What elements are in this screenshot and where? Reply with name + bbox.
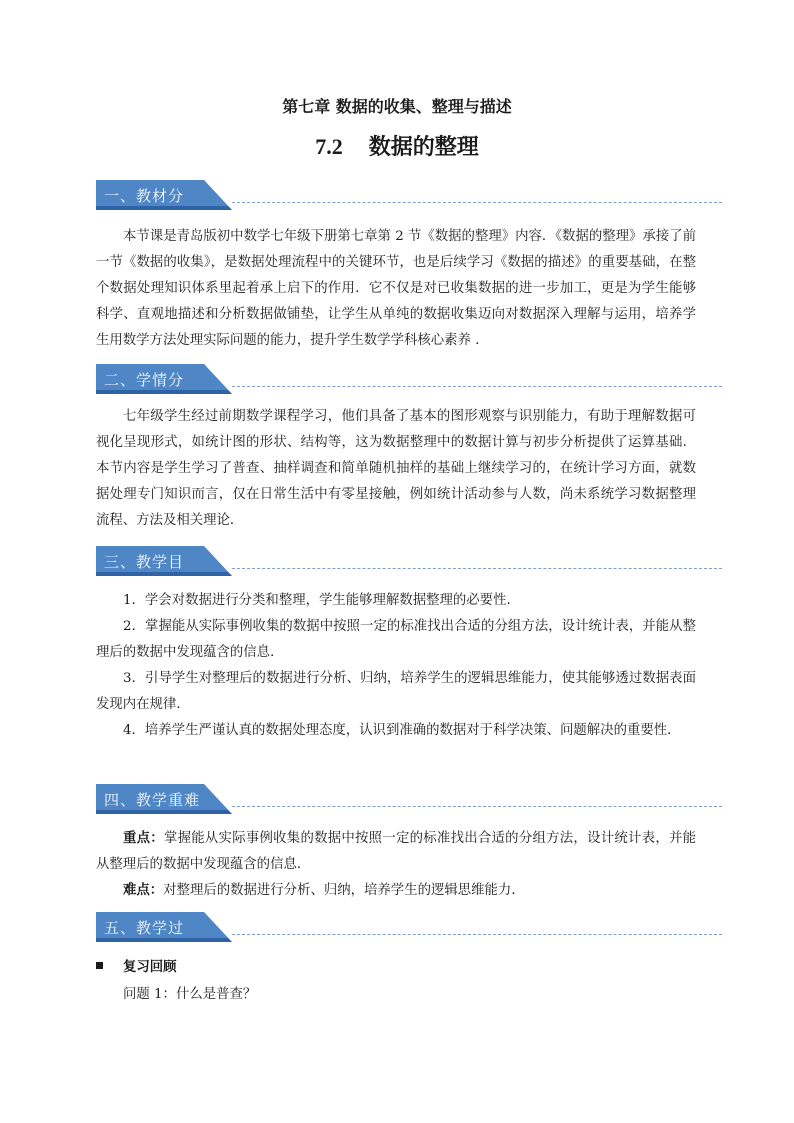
section-divider (232, 386, 722, 387)
lesson-name: 数据的整理 (368, 135, 479, 160)
key-point-text: 掌握能从实际事例收集的数据中按照一定的标准找出合适的分组方法，设计统计表，并能从整理后的数据中发现蕴含的信息． (96, 831, 697, 872)
objective-item: 2．掌握能从实际事例收集的数据中按照一定的标准找出合适的分组方法，设计统计表，并能从整理后的数据中发现蕴含的信息． (96, 619, 696, 660)
section-label: 四、教学重难 (104, 791, 201, 809)
objective-item: 3．引导学生对整理后的数据进行分析、归纳，培养学生的逻辑思维能力，使其能够透过数据表面发现内在规律． (96, 671, 696, 712)
square-bullet-icon (96, 962, 103, 969)
chapter-title: 第七章 数据的收集、整理与描述 (282, 97, 512, 116)
section-label: 五、教学过 (104, 919, 185, 937)
difficulty-label: 难点： (123, 883, 164, 898)
objective-item: 4．培养学生严谨认真的数据处理态度，认识到准确的数据对于科学决策、问题解决的重要性． (123, 723, 681, 738)
lesson-number: 7.2 (315, 134, 343, 159)
section-4-body (96, 826, 696, 904)
section-divider (232, 934, 722, 935)
key-point (96, 826, 696, 878)
section-tab (96, 364, 232, 394)
review-heading: 复习回顾 (123, 960, 177, 975)
section-3-body (96, 588, 696, 744)
section-2-body (96, 404, 696, 534)
section-tab (96, 784, 232, 814)
section-tab (96, 180, 232, 210)
section-label: 三、教学目 (104, 553, 185, 571)
section-header-1 (96, 180, 722, 214)
section-divider (232, 568, 722, 569)
question: 问题 1：什么是普查？ (123, 987, 257, 1002)
objective-item: 1．学会对数据进行分类和整理，学生能够理解数据整理的必要性． (123, 593, 520, 608)
lesson-title (0, 130, 794, 161)
difficulty-text: 对整理后的数据进行分析、归纳，培养学生的逻辑思维能力． (163, 883, 525, 898)
review-heading-row (96, 956, 177, 975)
difficulty (96, 878, 696, 904)
section-1-body (96, 224, 696, 354)
paragraph: 本节课是青岛版初中数学七年级下册第七章第 2 节《数据的整理》内容．《数据的整理》承接了前一节《数据的收集》，是数据处理流程中的关键环节，也是后续学习《数据的描述》的重要基础，在整个数据处理知识体系里起着承上启下的作用．它不仅是对已收集数据的进一步加工，更是为学生能够科学、直观地描述和分析数据做铺垫，让学生从单纯的数据收集迈向对数据深入理解与运用，培养学生用数学方法处理实际问题的能力，提升学生数学学科核心素养 ． (96, 229, 696, 348)
section-label: 二、学情分 (104, 371, 185, 389)
paragraph: 七年级学生经过前期数学课程学习，他们具备了基本的图形观察与识别能力，有助于理解数据可视化呈现形式，如统计图的形状、结构等，这为数据整理中的数据计算与初步分析提供了运算基础．本节内容是学生学习了普查、抽样调查和简单随机抽样的基础上继续学习的，在统计学习方面，就数据处理专门知识而言，仅在日常生活中有零星接触，例如统计活动参与人数，尚未系统学习数据整理流程、方法及相关理论． (96, 409, 696, 528)
section-header-4 (96, 784, 722, 818)
section-tab (96, 546, 232, 576)
section-header-2 (96, 364, 722, 398)
section-header-5 (96, 912, 722, 946)
section-divider (232, 806, 722, 807)
section-divider (232, 202, 722, 203)
key-point-label: 重点： (123, 831, 164, 846)
section-tab (96, 912, 232, 942)
section-label: 一、教材分 (104, 187, 185, 205)
section-header-3 (96, 546, 722, 580)
section-5-body (96, 982, 696, 1008)
